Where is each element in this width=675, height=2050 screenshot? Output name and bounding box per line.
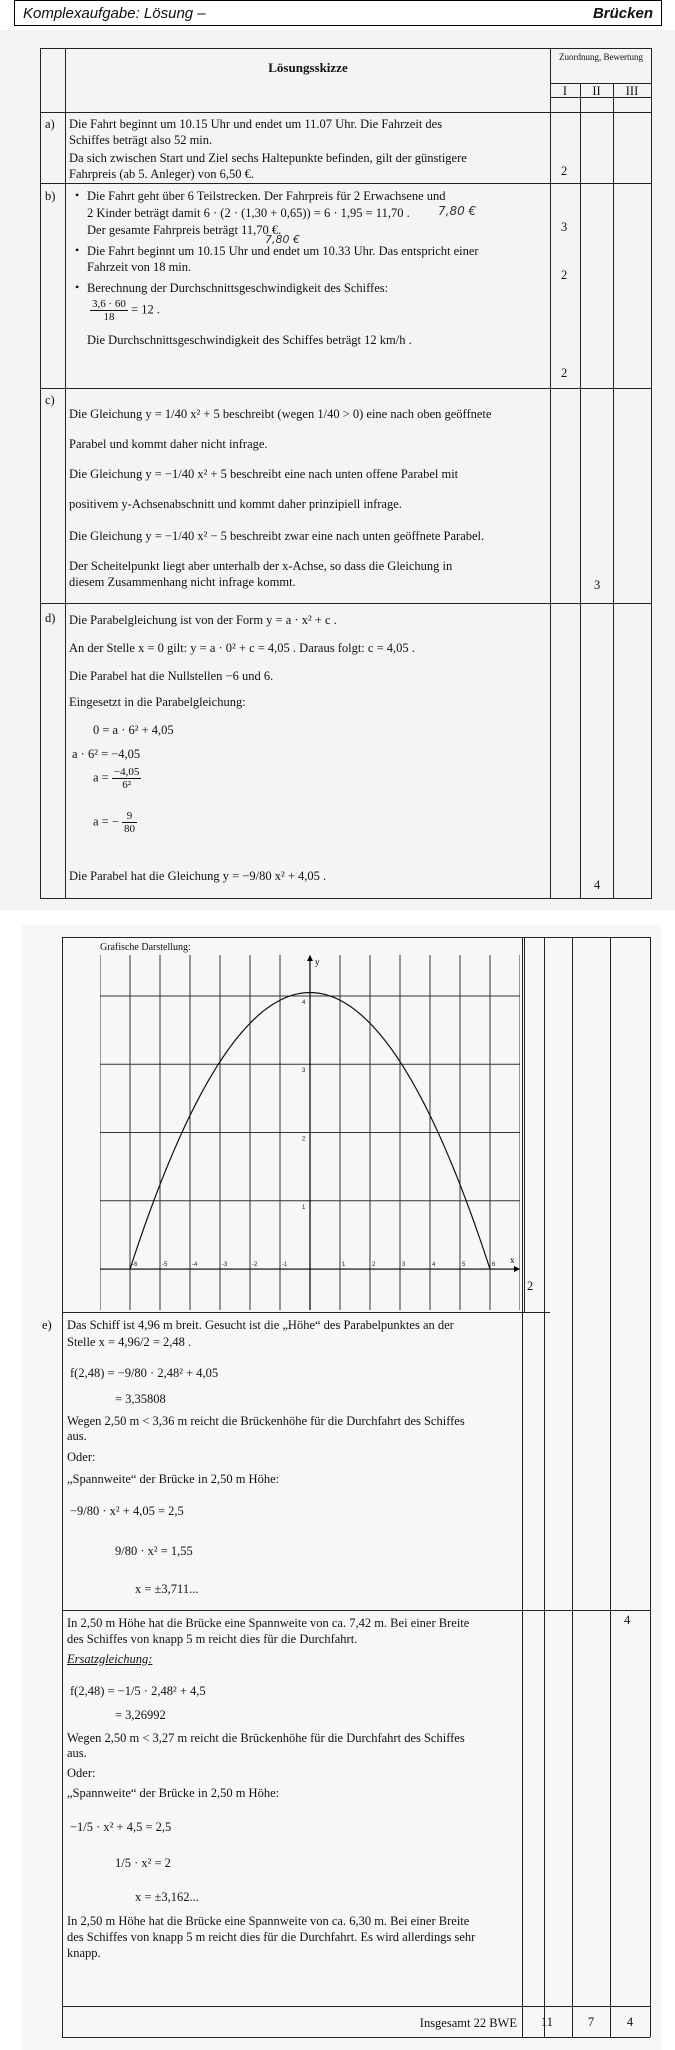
task-d-line: An der Stelle x = 0 gilt: y = a · 0² + c = 4,05 . Daraus folgt: c = 4,05 . xyxy=(69,641,415,655)
equation-step xyxy=(93,766,141,791)
task-c-line: diesem Zusammenhang nicht infrage kommt. xyxy=(69,575,296,589)
equation-step: −1/5 · x² + 4,5 = 2,5 xyxy=(70,1820,172,1834)
equation-step: 9/80 · x² = 1,55 xyxy=(115,1544,193,1558)
y-tick-label: 4 xyxy=(302,999,306,1006)
task-b-line: Die Fahrt beginnt um 10.15 Uhr und endet um 10.33 Uhr. Das entspricht einer xyxy=(87,244,479,258)
task-e-line: Wegen 2,50 m < 3,36 m reicht die Brückenhöhe für die Durchfahrt des Schiffes xyxy=(67,1414,465,1428)
equation-step: a · 6² = −4,05 xyxy=(72,747,141,761)
y-axis-label: y xyxy=(315,957,320,967)
eq-lhs: a = − xyxy=(93,814,119,829)
frac-denominator: 6² xyxy=(122,779,131,791)
substitute-equation-label: Ersatzgleichung: xyxy=(67,1652,153,1666)
col-I: I xyxy=(562,84,568,98)
x-axis-label: x xyxy=(510,1255,515,1266)
bullet: • xyxy=(75,188,80,202)
score-c: 3 xyxy=(594,578,601,592)
total-III: 4 xyxy=(626,2015,634,2029)
parabola-graph xyxy=(100,955,520,1310)
x-tick-label: -3 xyxy=(222,1262,228,1269)
task-d-line: Die Parabelgleichung ist von der Form y = a · x² + c . xyxy=(69,613,337,627)
equation-step: x = ±3,711... xyxy=(135,1582,199,1596)
x-axis-arrow xyxy=(514,1266,520,1272)
task-e-line: „Spannweite“ der Brücke in 2,50 m Höhe: xyxy=(67,1786,280,1800)
task-e-line: des Schiffes von knapp 5 m reicht dies für die Durchfahrt. Es wird allerdings sehr xyxy=(67,1930,476,1944)
graph-title: Grafische Darstellung: xyxy=(100,942,191,953)
task-b-line: 2 Kinder beträgt damit 6 · (2 · (1,30 + 0,65)) = 6 · 1,95 = 11,70 . xyxy=(87,206,410,220)
task-e-line: Das Schiff ist 4,96 m breit. Gesucht ist die „Höhe“ des Parabelpunktes an der xyxy=(67,1318,454,1332)
x-tick-label: 6 xyxy=(492,1262,496,1269)
frac-denominator: 80 xyxy=(124,823,136,835)
equation-step: 0 = a · 6² + 4,05 xyxy=(93,723,174,737)
task-c-label: c) xyxy=(45,393,55,407)
assign-header: Zuordnung, Bewertung xyxy=(559,52,643,62)
score-a: 2 xyxy=(561,164,568,178)
task-e-line: Oder: xyxy=(67,1766,96,1780)
task-b-line: Die Fahrt geht über 6 Teilstrecken. Der Fahrpreis für 2 Erwachsene und xyxy=(87,189,446,203)
task-e-line: knapp. xyxy=(67,1946,101,1960)
handwritten-note: 7,80 € xyxy=(265,233,300,246)
equation-step: = 3,35808 xyxy=(115,1392,166,1406)
bullet: • xyxy=(75,243,80,257)
score-b2: 2 xyxy=(561,268,568,282)
y-tick-label: 1 xyxy=(302,1204,306,1211)
eq-lhs: a = xyxy=(93,770,109,785)
frac-denominator: 18 xyxy=(103,311,115,323)
frac-numerator: 3,6 · 60 xyxy=(92,298,126,310)
task-e-line: In 2,50 m Höhe hat die Brücke eine Spannweite von ca. 6,30 m. Bei einer Breite xyxy=(67,1914,470,1928)
header-title: Komplexaufgabe: Lösung – xyxy=(23,4,206,22)
page-header xyxy=(14,0,662,26)
page-2 xyxy=(22,925,662,2050)
score-b3: 2 xyxy=(561,366,568,380)
equation-step: f(2,48) = −1/5 · 2,48² + 4,5 xyxy=(70,1684,206,1698)
x-tick-label: 4 xyxy=(432,1262,436,1269)
formula-result: = 12 . xyxy=(131,302,160,317)
frac-numerator: 9 xyxy=(122,810,137,823)
total-I: 11 xyxy=(540,2015,554,2029)
task-c-line: Die Gleichung y = 1/40 x² + 5 beschreibt (wegen 1/40 > 0) eine nach oben geöffnete xyxy=(69,407,492,421)
score-graph: 2 xyxy=(527,1279,534,1293)
task-a-label: a) xyxy=(45,117,55,131)
equation-step: x = ±3,162... xyxy=(135,1890,199,1904)
task-a-line: Fahrpreis (ab 5. Anleger) von 6,50 €. xyxy=(69,167,255,181)
task-a-line: Da sich zwischen Start und Ziel sechs Haltepunkte befinden, gilt der günstigere xyxy=(69,151,467,165)
score-b1: 3 xyxy=(561,220,568,234)
x-tick-label: -6 xyxy=(132,1262,138,1269)
frac-numerator: −4,05 xyxy=(113,766,140,778)
task-e-label: e) xyxy=(42,1318,52,1332)
task-e-line: Wegen 2,50 m < 3,27 m reicht die Brückenhöhe für die Durchfahrt des Schiffes xyxy=(67,1731,465,1745)
x-tick-label: 1 xyxy=(342,1262,346,1269)
x-tick-label: -1 xyxy=(282,1262,288,1269)
score-e: 4 xyxy=(624,1613,631,1627)
task-d-label: d) xyxy=(45,611,56,625)
equation-step: f(2,48) = −9/80 · 2,48² + 4,05 xyxy=(70,1366,219,1380)
equation-step: = 3,26992 xyxy=(115,1708,166,1722)
x-tick-label: 3 xyxy=(402,1262,406,1269)
x-tick-label: 5 xyxy=(462,1262,466,1269)
header-topic: Brücken xyxy=(592,4,653,22)
task-c-line: Die Gleichung y = −1/40 x² − 5 beschreibt zwar eine nach unten geöffnete Parabel. xyxy=(69,529,485,543)
col-III: III xyxy=(625,84,639,98)
task-b-line: Fahrzeit von 18 min. xyxy=(87,260,192,274)
x-tick-label: -5 xyxy=(162,1262,168,1269)
task-c-line: positivem y-Achsenabschnitt und kommt daher prinzipiell infrage. xyxy=(69,497,402,511)
task-e-line: Oder: xyxy=(67,1450,96,1464)
y-axis-arrow xyxy=(307,955,313,961)
page-1 xyxy=(0,30,675,910)
task-a-line: Die Fahrt beginnt um 10.15 Uhr und endet um 11.07 Uhr. Die Fahrzeit des xyxy=(69,117,443,131)
handwritten-note: 7,80 € xyxy=(438,204,477,218)
task-b-line: Die Durchschnittsgeschwindigkeit des Schiffes beträgt 12 km/h . xyxy=(87,333,412,347)
task-e-line: des Schiffes von knapp 5 m reicht dies für die Durchfahrt. xyxy=(67,1632,358,1646)
bullet: • xyxy=(75,280,80,294)
task-d-line: Eingesetzt in die Parabelgleichung: xyxy=(69,695,246,709)
task-d-line: Die Parabel hat die Gleichung y = −9/80 x² + 4,05 . xyxy=(69,869,327,883)
score-d: 4 xyxy=(594,878,601,892)
equation-step: −9/80 · x² + 4,05 = 2,5 xyxy=(70,1504,184,1518)
task-e-line: „Spannweite“ der Brücke in 2,50 m Höhe: xyxy=(67,1472,280,1486)
equation-step xyxy=(93,810,137,835)
task-e-line: aus. xyxy=(67,1746,87,1760)
task-e-line: In 2,50 m Höhe hat die Brücke eine Spannweite von ca. 7,42 m. Bei einer Breite xyxy=(67,1616,470,1630)
task-c-line: Der Scheitelpunkt liegt aber unterhalb der x-Achse, so dass die Gleichung in xyxy=(69,559,453,573)
total-II: 7 xyxy=(587,2015,595,2029)
x-tick-label: 2 xyxy=(372,1262,376,1269)
task-c-line: Parabel und kommt daher nicht infrage. xyxy=(69,437,268,451)
task-b-line: Der gesamte Fahrpreis beträgt 11,70 €. xyxy=(87,223,282,237)
column-title: Lösungsskizze xyxy=(268,60,348,75)
task-c-line: Die Gleichung y = −1/40 x² + 5 beschreibt eine nach unten offene Parabel mit xyxy=(69,467,459,481)
task-b-line: Berechnung der Durchschnittsgeschwindigkeit des Schiffes: xyxy=(87,281,389,295)
formula-speed xyxy=(90,298,160,323)
task-b-label: b) xyxy=(45,189,56,203)
total-label: Insgesamt 22 BWE xyxy=(419,2016,517,2030)
task-a-line: Schiffes beträgt also 52 min. xyxy=(69,133,213,147)
y-tick-label: 2 xyxy=(302,1136,306,1143)
task-e-line: Stelle x = 4,96/2 = 2,48 . xyxy=(67,1335,192,1349)
equation-step: 1/5 · x² = 2 xyxy=(115,1856,171,1870)
x-tick-label: -2 xyxy=(252,1262,258,1269)
x-tick-label: -4 xyxy=(192,1262,198,1269)
task-d-line: Die Parabel hat die Nullstellen −6 und 6. xyxy=(69,669,274,683)
y-tick-label: 3 xyxy=(302,1068,306,1075)
task-e-line: aus. xyxy=(67,1429,87,1443)
col-II: II xyxy=(592,84,601,98)
